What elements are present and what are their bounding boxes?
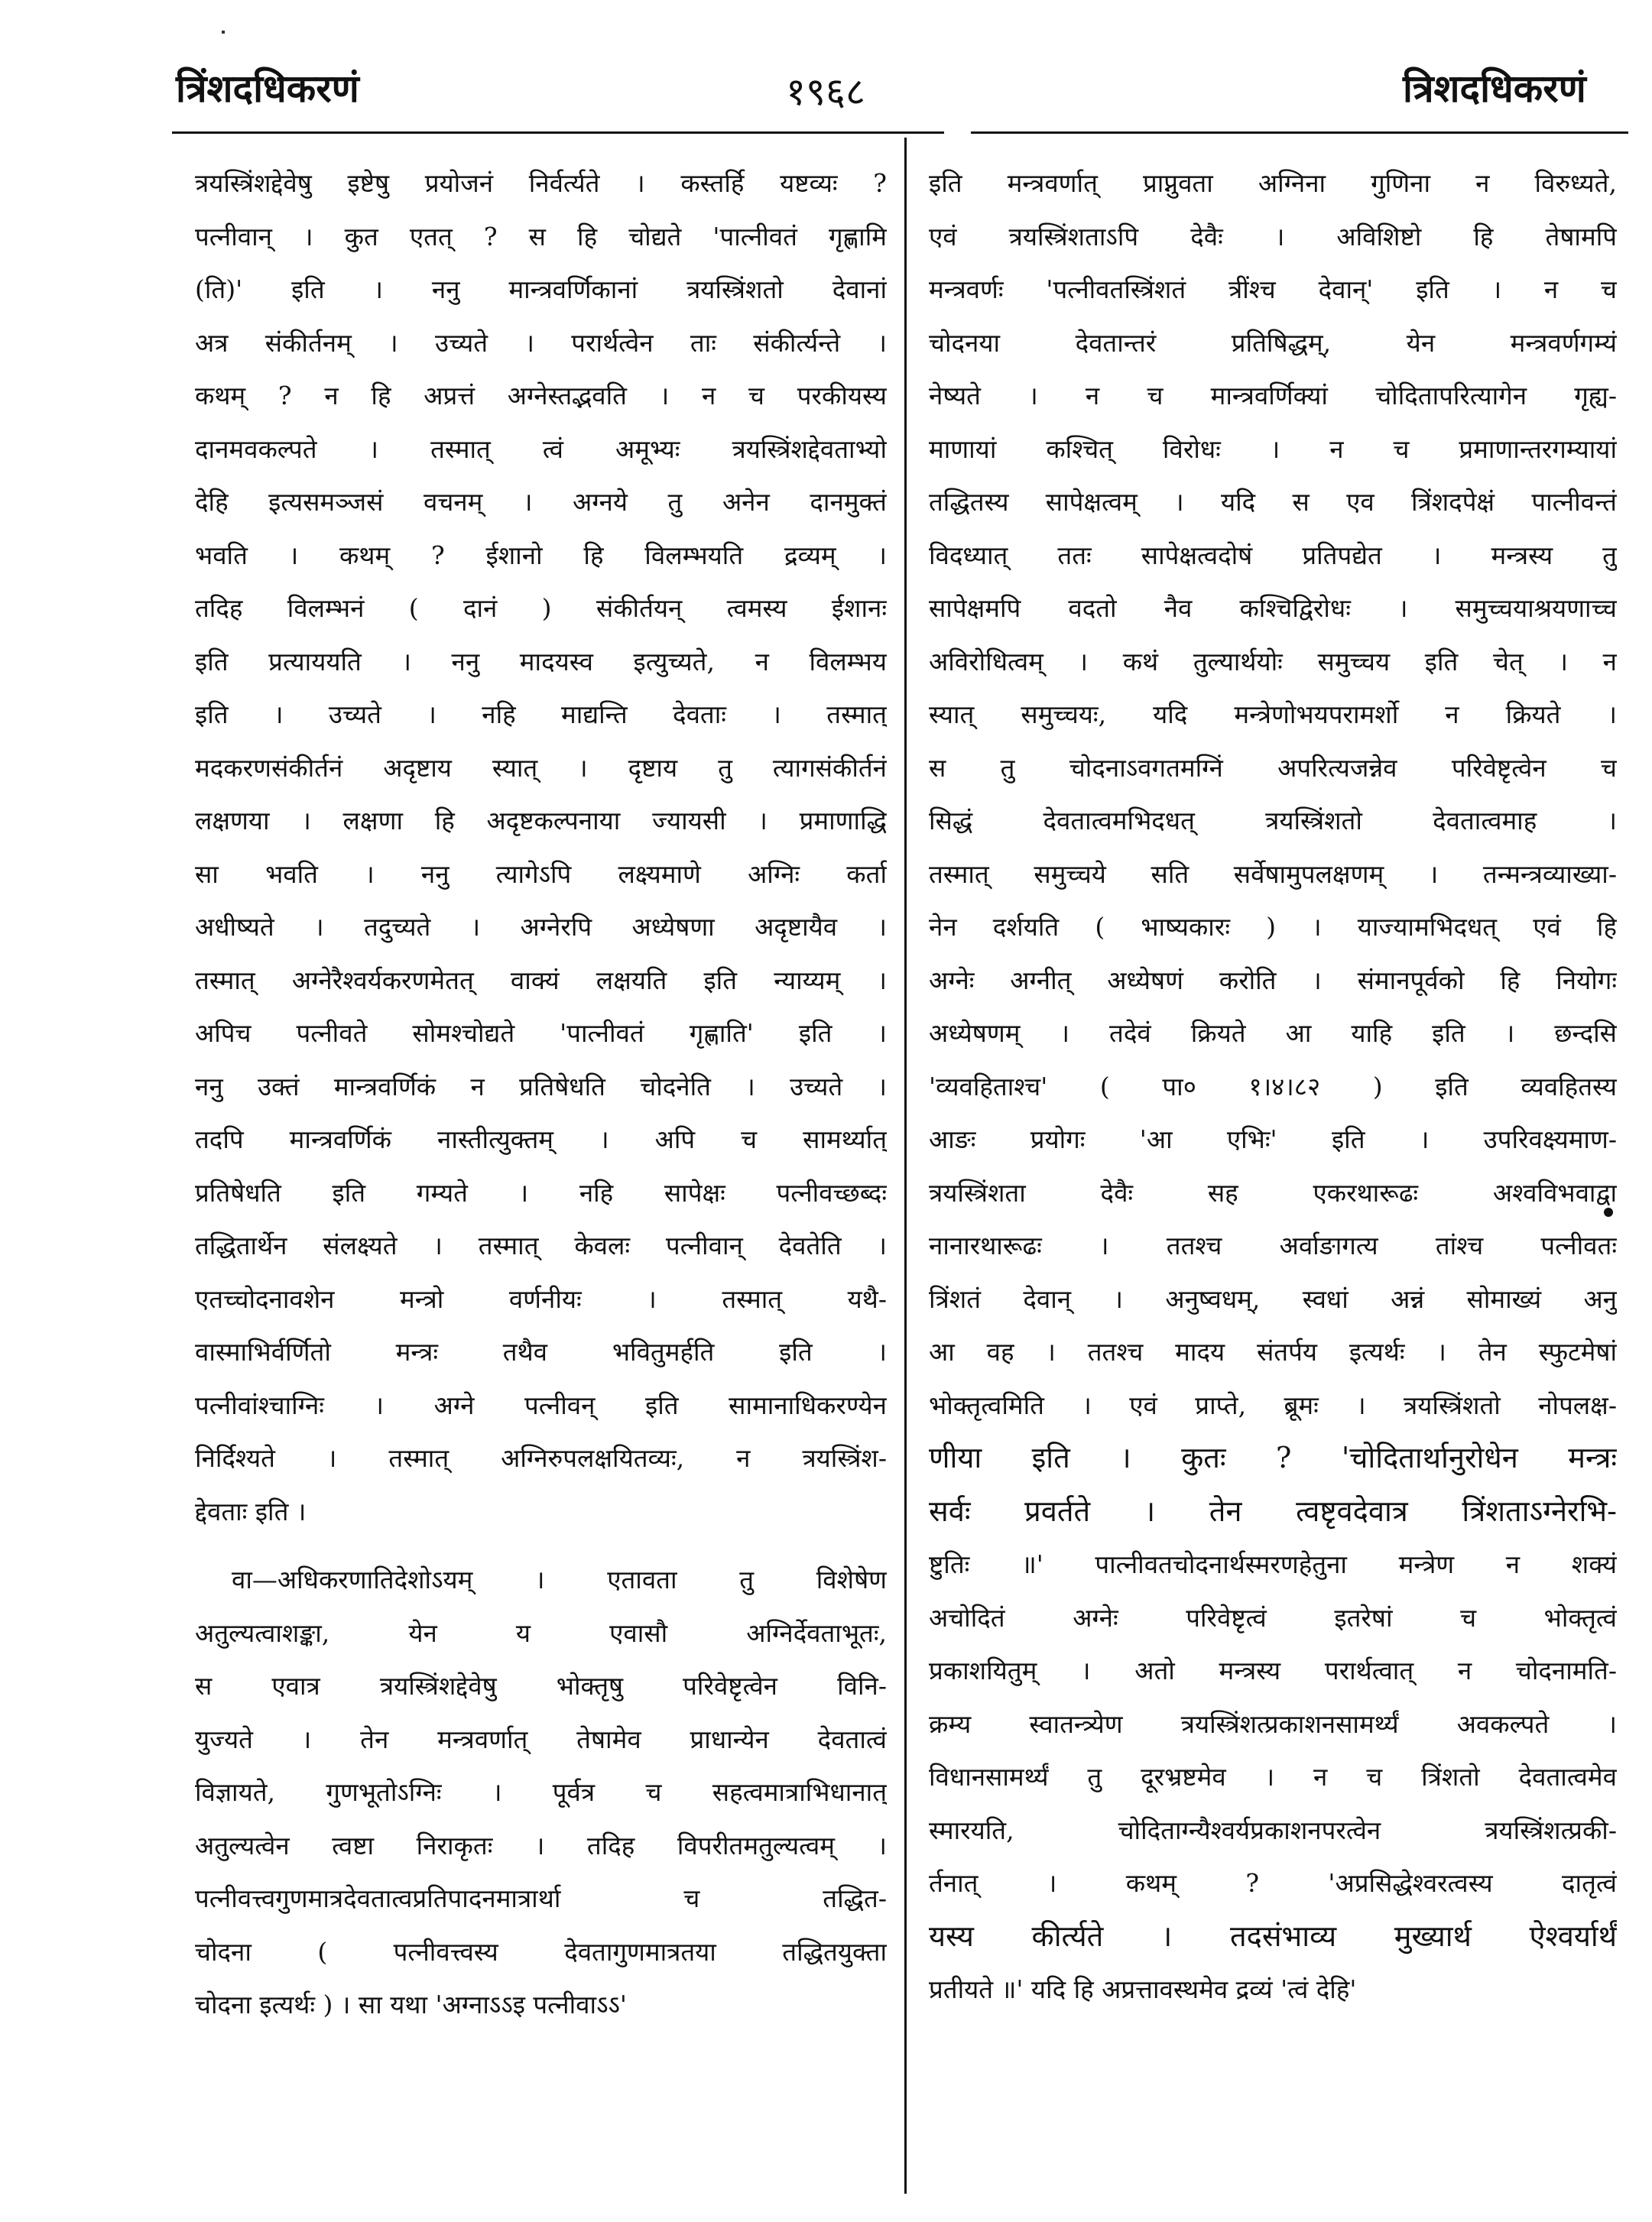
text-line: नानारथारूढः । ततश्च अर्वाङागत्य तांश्च पत्नीवतः (929, 1231, 1617, 1260)
header-rule-right (971, 131, 1628, 134)
text-line: ननु उक्तं मान्त्रवर्णिकं न प्रतिषेधति चोदनेति । उच्यते । (195, 1071, 887, 1101)
text-line: अचोदितं अग्नेः परिवेष्टृत्वं इतरेषां च भोक्तृत्वं (929, 1602, 1617, 1633)
text-line: लक्षणया । लक्षणा हि अदृष्टकल्पनाया ज्यायसी । प्रमाणाद्धि (195, 806, 887, 835)
text-line: प्रतिषेधति इति गम्यते । नहि सापेक्षः पत्नीवच्छब्दः (195, 1177, 887, 1208)
text-line: चोदना ( पत्नीवत्त्वस्य देवतागुणमात्रतया तद्धितयुक्ता (195, 1936, 887, 1967)
text-line: स्यात् समुच्चयः, यदि मन्त्रेणोभयपरामर्शो न क्रियते । (929, 699, 1617, 729)
text-line: अतुल्यत्वेन त्वष्टा निराकृतः । तदिह विपरीतमतुल्यत्वम् । (195, 1830, 887, 1860)
text-line: सिद्धं देवतात्वमभिदधत् त्रयस्त्रिंशतो देवतात्वमाह । (929, 806, 1617, 835)
text-line: युज्यते । तेन मन्त्रवर्णात् तेषामेव प्राधान्येन देवतात्वं (195, 1724, 887, 1754)
text-line: चोदना इत्यर्थः ) । सा यथा 'अग्नाऽऽइ पत्नीवाऽऽ' (195, 1990, 627, 2019)
text-line: क्रम्य स्वातन्त्र्येण त्रयस्त्रिंशत्प्रकाशनसामर्थ्यं अवकल्पते । (929, 1708, 1617, 1739)
text-line: ष्टुतिः ॥' पात्नीवतचोदनार्थस्मरणहेतुना मन्त्रेण न शक्यं (929, 1549, 1617, 1579)
text-line: मदकरणसंकीर्तनं अदृष्टाय स्यात् । दृष्टाय तु त्यागसंकीर्तनं (195, 752, 887, 783)
text-line: तदपि मान्त्रवर्णिकं नास्तीत्युक्तम् । अपि च सामर्थ्यात् (195, 1124, 887, 1154)
left-column-text (195, 157, 887, 2032)
text-line: एवं त्रयस्त्रिंशताऽपि देवैः । अविशिष्टो हि तेषामपि (929, 221, 1617, 251)
text-line: स तु चोदनाऽवगतमग्निं अपरित्यजन्नेव परिवेष्टृत्वेन च (929, 752, 1617, 783)
text-line: देहि इत्यसमञ्जसं वचनम् । अग्नये तु अनेन दानमुक्तं (195, 487, 887, 517)
text-line: अतुल्यत्वाशङ्का, येन य एवासौ अग्निर्देवताभूतः, (195, 1617, 887, 1648)
text-line: दानमवकल्पते । तस्मात् त्वं अमूभ्यः त्रयस्त्रिंशद्देवताभ्यो (195, 433, 887, 464)
right-column-text (929, 157, 1617, 2016)
text-line: णीया इति । कुतः ? 'चोदितार्थानुरोधेन मन्त्रः (929, 1441, 1617, 1474)
column-divider (904, 138, 907, 2194)
text-line: अध्येषणम् । तदेवं क्रियते आ याहि इति । छन्दसि (929, 1018, 1617, 1048)
text-line: त्रिंशतं देवान् । अनुष्वधम्, स्वधां अन्नं सोमाख्यं अनु (929, 1283, 1617, 1314)
text-line: पत्नीवान् । कुत एतत् ? स हि चोद्यते 'पात्नीवतं गृह्णामि (195, 221, 887, 251)
text-line: (ति)' इति । ननु मान्त्रवर्णिकानां त्रयस्त्रिंशतो देवानां (195, 274, 887, 304)
text-line: द्देवताः इति । (195, 1496, 307, 1526)
header-rule-left (172, 131, 944, 134)
text-line: पत्नीवांश्चाग्निः । अग्ने पत्नीवन् इति सामानाधिकरण्येन (195, 1390, 887, 1420)
text-line: अग्नेः अग्नीत् अध्येषणं करोति । संमानपूर्वको हि नियोगः (929, 965, 1617, 995)
text-line: स एवात्र त्रयस्त्रिंशद्देवेषु भोक्तृषु परिवेष्टृत्वेन विनि- (195, 1671, 887, 1701)
running-title-left: त्रिंशदधिकरणं (176, 66, 359, 111)
text-line: 'व्यवहिताश्च' ( पा० १।४।८२ ) इति व्यवहितस्य (929, 1071, 1617, 1101)
text-line: विज्ञायते, गुणभूतोऽग्निः । पूर्वत्र च सहत्वमात्राभिधानात् (195, 1777, 887, 1807)
text-line: भोक्तृत्वमिति । एवं प्राप्ते, ब्रूमः । त्रयस्त्रिंशतो नोपलक्ष- (929, 1390, 1617, 1420)
text-line: प्रतीयते ॥' यदि हि अप्रत्तावस्थमेव द्रव्यं 'त्वं देहि' (929, 1974, 1357, 2004)
page-number: १९६८ (786, 70, 865, 114)
text-line: नेष्यते । न च मान्त्रवर्णिक्यां चोदितापरित्यागेन गृह्य- (929, 381, 1617, 410)
paragraph-gap (195, 1538, 887, 1553)
text-line: इति मन्त्रवर्णात् प्राप्नुवता अग्निना गुणिना न विरुध्यते, (929, 168, 1617, 198)
text-line: इति प्रत्याययति । ननु मादयस्व इत्युच्यते, न विलम्भय (195, 646, 887, 676)
text-line: मन्त्रवर्णः 'पत्नीवतस्त्रिंशतं त्रींश्च देवान्' इति । न च (929, 274, 1617, 304)
text-line: स्मारयति, चोदिताग्न्यैश्वर्यप्रकाशनपरत्वेन त्रयस्त्रिंशत्प्रकी- (929, 1815, 1617, 1845)
text-line: त्रयस्त्रिंशद्देवेषु इष्टेषु प्रयोजनं निर्वर्त्यते । कस्तर्हि यष्टव्यः ? (195, 168, 887, 198)
text-line: तस्मात् समुच्चये सति सर्वेषामुपलक्षणम् । तन्मन्त्रव्याख्या- (929, 858, 1617, 889)
text-line: तदिह विलम्भनं ( दानं ) संकीर्तयन् त्वमस्य ईशानः (195, 593, 887, 623)
text-line: निर्दिश्यते । तस्मात् अग्निरुपलक्षयितव्यः, न त्रयस्त्रिंश- (195, 1443, 887, 1473)
text-line: आ वह । ततश्च मादय संतर्पय इत्यर्थः । तेन स्फुटमेषां (929, 1337, 1617, 1367)
text-line: चोदनया देवतान्तरं प्रतिषिद्धम्, येन मन्त्रवर्णगम्यं (929, 327, 1617, 358)
running-title-right: त्रिशदधिकरणं (1403, 66, 1586, 111)
text-line: माणायां कश्चित् विरोधः । न च प्रमाणान्तरगम्यायां (929, 433, 1617, 464)
scan-speck (222, 31, 225, 34)
text-line: तद्धितार्थेन संलक्ष्यते । तस्मात् केवलः पत्नीवान् देवतेति । (195, 1231, 887, 1260)
text-line: कथम् ? न हि अप्रत्तं अग्नेस्तद्भवति । न च परकीयस्य (195, 381, 887, 410)
text-line: वास्माभिर्वर्णितो मन्त्रः तथैव भवितुमर्हति इति । (195, 1337, 887, 1367)
text-line: सापेक्षमपि वदतो नैव कश्चिद्विरोधः । समुच्चयाश्रयणाच्च (929, 593, 1617, 623)
text-line: अपिच पत्नीवते सोमश्चोद्यते 'पात्नीवतं गृह्णाति' इति । (195, 1018, 887, 1048)
text-line: सर्वः प्रवर्तते । तेन त्वष्टृवदेवात्र त्रिंशताऽग्नेरभि- (929, 1494, 1617, 1528)
text-line: वा—अधिकरणातिदेशोऽयम् । एतावता तु विशेषेण (232, 1565, 887, 1594)
text-line: एतच्चोदनावशेन मन्त्रो वर्णनीयः । तस्मात् यथै- (195, 1283, 887, 1314)
text-line: विधानसामर्थ्यं तु दूरभ्रष्टमेव । न च त्रिंशतो देवतात्वमेव (929, 1762, 1617, 1792)
text-line: तद्धितस्य सापेक्षत्वम् । यदि स एव त्रिंशदपेक्षं पात्नीवन्तं (929, 487, 1617, 517)
text-line: सा भवति । ननु त्यागेऽपि लक्ष्यमाणे अग्निः कर्ता (195, 858, 887, 889)
text-line: त्रयस्त्रिंशता देवैः सह एकरथारूढः अश्वविभवाद्वा (929, 1177, 1617, 1208)
text-line: विदध्यात् ततः सापेक्षत्वदोषं प्रतिपद्येत । मन्त्रस्य तु (929, 540, 1617, 570)
text-line: भवति । कथम् ? ईशानो हि विलम्भयति द्रव्यम् । (195, 540, 887, 570)
text-line: अविरोधित्वम् । कथं तुल्यार्थयोः समुच्चय इति चेत् । न (929, 646, 1617, 676)
text-line: यस्य कीर्त्यते । तदसंभाव्य मुख्यार्थ ऐश्वर्यार्थं (929, 1919, 1617, 1953)
text-line: नेन दर्शयति ( भाष्यकारः ) । याज्यामभिदधत् एवं हि (929, 912, 1617, 942)
text-line: र्तनात् । कथम् ? 'अप्रसिद्धेश्वरत्वस्य दातृत्वं (929, 1868, 1617, 1898)
text-line: पत्नीवत्त्वगुणमात्रदेवतात्वप्रतिपादनमात्रार्था च तद्धित- (195, 1883, 887, 1913)
text-line: आङः प्रयोगः 'आ एभिः' इति । उपरिवक्ष्यमाण- (929, 1124, 1617, 1154)
text-line: अधीष्यते । तदुच्यते । अग्नेरपि अध्येषणा अदृष्टायैव । (195, 912, 887, 942)
text-line: प्रकाशयितुम् । अतो मन्त्रस्य परार्थत्वात् न चोदनामति- (929, 1656, 1617, 1685)
text-line: इति । उच्यते । नहि माद्यन्ति देवताः । तस्मात् (195, 699, 887, 729)
text-line: अत्र संकीर्तनम् । उच्यते । परार्थत्वेन ताः संकीर्त्यन्ते । (195, 327, 887, 358)
page-header (0, 0, 1652, 145)
text-line: तस्मात् अग्नेरैश्वर्यकरणमेतत् वाक्यं लक्षयति इति न्याय्यम् । (195, 965, 887, 995)
